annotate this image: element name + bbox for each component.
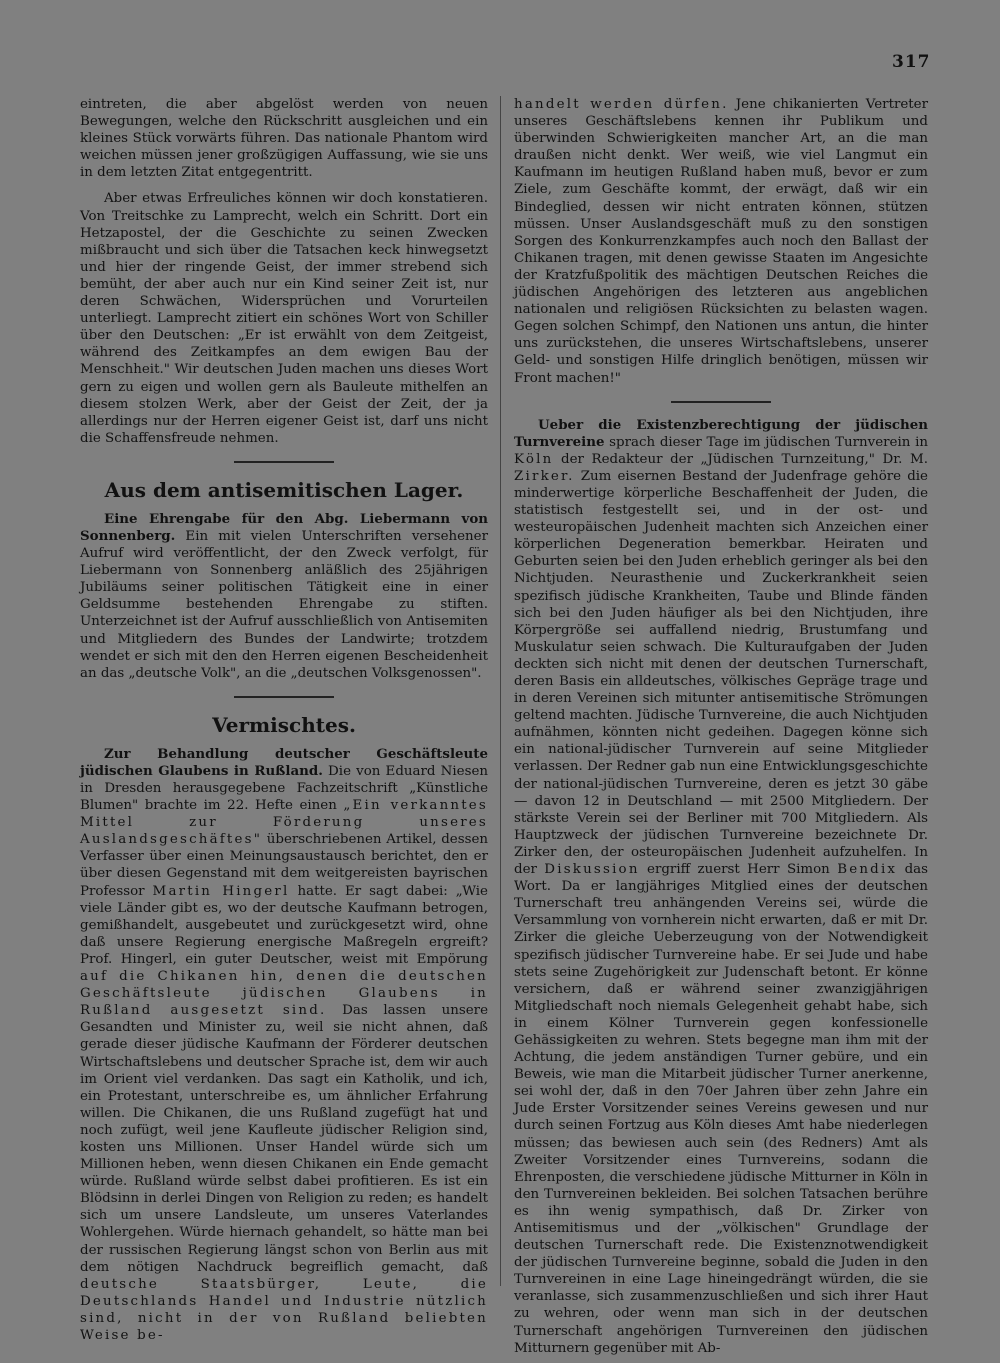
section-divider — [234, 461, 334, 463]
article-text: Die von Eduard Niesen in Dresden herausgegebene Fachzeitschrift „Künstliche Blumen" brachte im 22. Hefte einen — [80, 763, 488, 814]
section-heading-miscellaneous: Vermischtes. — [212, 712, 356, 737]
article-jewish-gymnastics — [514, 417, 928, 1357]
article-ehrengabe — [80, 511, 488, 682]
spaced-emphasis: Diskussion — [544, 862, 640, 878]
section-divider — [234, 696, 334, 698]
spaced-emphasis: Martin Hingerl — [152, 883, 290, 899]
article-text: überschriebenen Artikel, dessen Verfasser über einen Meinungsaustausch berichtet, den er über diesen Gegenstand mit dem weitgereisten bayrischen Professor — [80, 832, 488, 899]
section-heading-antisemitic-camp: Aus dem antisemitischen Lager. — [104, 477, 464, 502]
article-text: Zum eisernen Bestand der Judenfrage gehöre die minderwertige körperliche Beschaffenheit der Juden, die statistisch festgestellt sei, und in der ost- und westeuropäischen Judenheit machten sich Anzeichen einer körperlichen Degeneration bemerkbar. Heiraten und Geburten seien bei den Juden erheblich geringer als bei den Nichtjuden. Neurasthenie und Zuckerkrankheit seien spezifisch jüdische Krankheiten, Taube und Blinde fänden sich bei den Juden häufiger als bei den Nichtjuden, ihre Körpergröße sei auffallend niedrig, Brustumfang und Muskulatur seien schwach. Die Kulturaufgaben der Juden deckten sich nicht mit denen der deutschen Turnerschaft, deren Basis ein alldeutsches, völkisches Gepräge trage und in deren Vereinen sich mitunter antisemitische Strömungen geltend machten. Jüdische Turnvereine, die auch Nichtjuden aufnähmen, könnten nicht gedeihen. Dagegen könne sich ein national-jüdischer Turnverein auf seine Mitglieder verlassen. Der Redner gab nun eine Entwicklungsgeschichte der national-jüdischen Turnvereine, deren es jetzt 30 gäbe — davon 12 in Deutschland — mit 2500 Mitgliedern. Der stärkste Verein sei der Berliner mit 700 Mitgliedern. Als Hauptzweck der jüdischen Turnvereine bezeichnete Dr. Zirker den, der osteuropäischen Judenheit aufzuhelfen. In der — [514, 468, 928, 878]
article-text: das Wort. Da er langjähriges Mitglied eines der deutschen Turnerschaft treu anhängenden Vereins sei, würde die Versammlung von vornherein nicht erwarten, daß er mit Dr. Zirker die gleiche Ueberzeugung von der Notwendigkeit spezifisch jüdischer Turnvereine habe. Er sei Jude und habe stets seine Zugehörigkeit zur Judenschaft betont. Er könne versichern, daß er während seiner zwanzigjährigen Mitgliedschaft noch niemals Gelegenheit gehabt habe, sich in einem Kölner Turnverein gegen konfessionelle Gehässigkeiten zu wehren. Stets begegne man ihm mit der Achtung, die jedem anständigen Turner gebüre, und ein Beweis, wie man die Mitarbeit jüdischer Turner anerkenne, sei wohl der, daß in den 70er Jahren über zehn Jahre ein Jude Erster Vorsitzender seines Vereins gewesen und nur durch seinen Fortzug aus Köln dieses Amt habe niederlegen müssen; das bewiesen auch sein (des Redners) Amt als Zweiter Vorsitzender eines Turnvereins, sodann die Ehrenposten, die verschiedene jüdische Mitturner in Köln in den Turnvereinen bekleiden. Bei solchen Tatsachen berühre es ihn wenig sympathisch, daß Dr. Zirker von Antisemitismus und der „völkischen" Grundlage der deutschen Turnerschaft rede. Die Existenznotwendigkeit der jüdischen Turnvereine beginne, sobald die Juden in den Turnvereinen in eine Lage hineingedrängt würden, die sie veranlasse, sich zusammenzuschließen und sich ihrer Haut zu wehren, oder wenn man sich in der deutschen Turnerschaft angehörigen Turnvereinen den jüdischen Mitturnern gegenüber mit Ab- — [514, 862, 929, 1356]
paragraph-treitschke-lamprecht: Aber etwas Erfreuliches können wir doch konstatieren. Von Treitschke zu Lamprecht, welch ein Schritt. Dort ein Hetzapostel, der die Geschichte zu seinen Zwecken mißbraucht und sich über die Tatsachen keck hinwegsetzt und hier der ringende Geist, der immer strebend sich bemüht, der aber auch nur ein Kind seiner Zeit ist, nur deren Schwächen, Widersprüchen und Vorurteilen unterliegt. Lamprecht zitiert ein schönes Wort von Schiller über den Deutschen: „Er ist erwählt von dem Zeitgeist, während des Zeitkampfes an dem ewigen Bau der Menschheit." Wir deutschen Juden machen uns dieses Wort gern zu eigen und wollen gern als Bauleute mithelfen an diesem stolzen Werk, aber der Geist der Zeit, der ja allerdings nur der Herren eigener Geist ist, darf uns nicht die Schaffensfreude nehmen. — [80, 191, 488, 446]
right-column — [514, 96, 928, 1357]
article-text: sprach dieser Tage im jüdischen Turnverein in — [604, 434, 928, 450]
article-body: Ein mit vielen Unterschriften versehener Aufruf wird veröffentlicht, der den Zweck verfolgt, für Liebermann von Sonnenberg anläßlich des 25jährigen Jubiläums seiner politischen Tätigkeit eine in einer Geldsumme bestehenden Ehrengabe zu stiften. Unterzeichnet ist der Aufruf ausschließlich von Antisemiten und Mitgliedern des Bundes der Landwirte; trotzdem wendet er sich mit den den Herren eigenen Bescheidenheit an das „deutsche Volk", an die „deutschen Volksgenossen". — [80, 528, 488, 681]
spaced-emphasis: Zirker. — [514, 468, 575, 484]
left-column — [80, 96, 488, 1344]
article-text: Jene chikanierten Vertreter unseres Geschäftslebens kennen ihr Publikum und überwinden Schwierigkeiten mancher Art, an die man draußen nicht denkt. Wer weiß, wie viel Langmut ein Kaufmann im heutigen Rußland haben muß, bevor er zum Ziele, zum Geschäfte kommt, der erwägt, daß wir ein Bindeglied, dessen wir nicht entraten können, stützen müssen. Unser Auslandsgeschäft muß zu den sonstigen Sorgen des Konkurrenzkampfes auch noch den Ballast der Chikanen tragen, mit denen gewisse Staaten im Angesichte der Kratzfußpolitik des mächtigen Deutschen Reiches die jüdischen Angehörigen des letzteren aus angeblichen nationalen und religiösen Rücksichten zu belasten wagen. Gegen solchen Schimpf, den Nationen uns antun, die hinter uns zurückstehen, die unseres Wirtschaftslebens, unserer Geld- und sonstigen Hilfe dringlich benötigen, müssen wir Front machen!" — [514, 97, 928, 386]
spaced-emphasis: „Ein verkanntes Mittel zur Förderung unseres Auslandsgeschäftes" — [80, 798, 488, 848]
article-lead: Zur Behandlung deutscher Geschäftsleute jüdischen Glaubens in Rußland. — [80, 745, 488, 779]
spaced-emphasis: Köln — [514, 451, 554, 467]
spaced-emphasis: handelt werden dürfen. — [514, 97, 729, 112]
article-russia-merchants — [80, 746, 488, 1344]
spaced-emphasis: deutsche Staatsbürger, Leute, die Deutschlands Handel und Industrie nützlich sind, nicht in der von Rußland beliebten Weise be- — [80, 1276, 488, 1343]
article-text: hatte. Er sagt dabei: „Wie viele Länder gibt es, wo der deutsche Kaufmann betrogen, gemißhandelt, ausgebeutet und zurückgesetzt wird, ohne daß unsere Regierung energische Maßregeln ergreift? Prof. Hingerl, ein guter Deutscher, weist mit Empörung — [80, 883, 488, 967]
spaced-emphasis: auf die Chikanen hin, denen die deutschen Geschäftsleute jüdischen Glaubens in Rußland ausgesetzt sind. — [80, 969, 488, 1019]
page-number: 317 — [892, 52, 931, 72]
column-rule — [500, 96, 501, 1286]
paragraph-continuation — [514, 96, 928, 387]
article-lead: Eine Ehrengabe für den Abg. Liebermann von Sonnenberg. — [80, 510, 488, 544]
article-lead: Ueber die Existenzberechtigung der jüdischen Turnvereine — [514, 416, 928, 450]
paragraph-continuation: eintreten, die aber abgelöst werden von neuen Bewegungen, welche den Rückschritt ausgleichen und ein kleines Stück vorwärts führen. Das nationale Phantom wird weichen müssen jener großzügigen Auffassung, wie sie uns in dem letzten Zitat entgegentritt. — [80, 97, 488, 181]
article-text: Das lassen unsere Gesandten und Minister zu, weil sie nicht ahnen, daß gerade dieser jüdische Kaufmann der Förderer deutschen Wirtschaftslebens und deutscher Sprache ist, dem wir auch im Orient viel verdanken. Das sagt ein Katholik, und ich, ein Protestant, unterschreibe es, um ähnlicher Erfahrung willen. Die Chikanen, die uns Rußland zugefügt hat und noch zufügt, weil jene Kaufleute jüdischer Religion sind, kosten uns Millionen. Unser Handel würde sich um Millionen heben, wenn diesen Chikanen ein Ende gemacht würde. Rußland würde selbst dabei profitieren. Es ist ein Blödsinn in derlei Dingen von Religion zu reden; es handelt sich um unsere Landsleute, um unseres Vaterlandes Wohlergehen. Würde hiernach gehandelt, so hätte man bei der russischen Regierung längst schon von Berlin aus mit dem nötigen Nachdruck begreiflich gemacht, daß — [80, 1003, 489, 1275]
section-divider — [671, 401, 771, 403]
article-text: ergriff zuerst Herr Simon — [639, 862, 838, 878]
spaced-emphasis: Bendix — [837, 862, 898, 878]
article-text: der Redakteur der „Jüdischen Turnzeitung," Dr. M. — [553, 451, 928, 467]
